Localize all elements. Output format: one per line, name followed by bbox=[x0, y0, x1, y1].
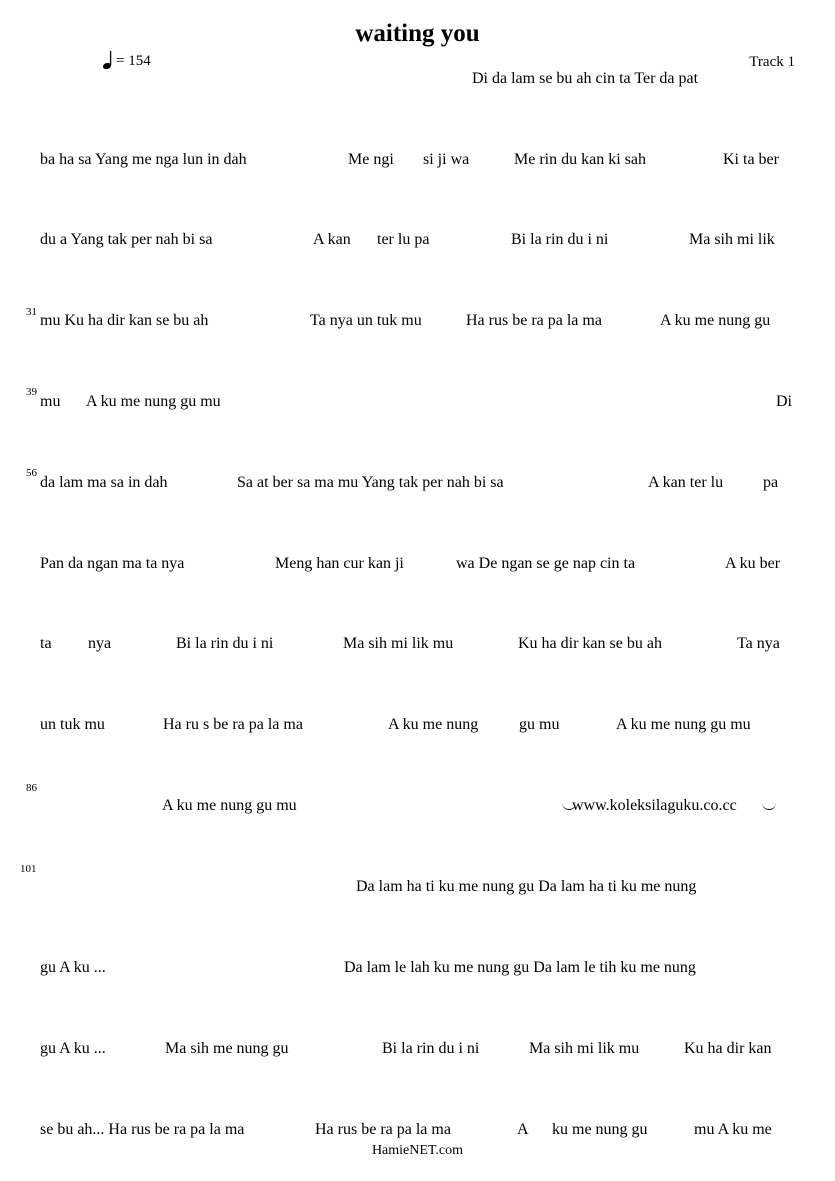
lyric-line bbox=[40, 151, 796, 171]
lyric-segment: un tuk mu bbox=[40, 716, 105, 733]
measure-number: 31 bbox=[26, 306, 37, 318]
measure-number: 56 bbox=[26, 467, 37, 479]
lyric-segment: Sa at ber sa ma mu Yang tak per nah bi sa bbox=[237, 474, 504, 491]
lyric-segment: ba ha sa Yang me nga lun in dah bbox=[40, 151, 247, 168]
lyric-segment: da lam ma sa in dah bbox=[40, 474, 168, 491]
lyric-segment: A ku me nung gu bbox=[660, 312, 771, 329]
lyric-segment: Me rin du kan ki sah bbox=[514, 151, 646, 168]
lyric-line bbox=[40, 1121, 796, 1141]
lyric-segment: Pan da ngan ma ta nya bbox=[40, 555, 185, 572]
measure-number: 39 bbox=[26, 386, 37, 398]
lyric-segment: A ku me nung gu mu bbox=[86, 393, 221, 410]
lyric-segment: Bi la rin du i ni bbox=[511, 231, 609, 248]
lyric-segment: Ki ta ber bbox=[723, 151, 779, 168]
lyric-segment: Ma sih mi lik mu bbox=[529, 1040, 640, 1057]
lyric-segment: mu A ku me bbox=[694, 1121, 772, 1138]
lyric-segment: A ku me nung bbox=[388, 716, 479, 733]
lyric-segment: Di bbox=[776, 393, 792, 410]
lyric-segment: gu mu bbox=[519, 716, 560, 733]
lyric-segment: gu A ku ... bbox=[40, 959, 106, 976]
lyric-segment: Me ngi bbox=[348, 151, 394, 168]
lyric-segment: Ha rus be ra pa la ma bbox=[315, 1121, 451, 1138]
lyric-line bbox=[40, 555, 796, 575]
lyric-segment: A ku me nung gu mu bbox=[162, 797, 297, 814]
measure-number: 86 bbox=[26, 782, 37, 794]
tempo-marking bbox=[102, 50, 151, 70]
lyric-segment: Da lam ha ti ku me nung gu Da lam ha ti ku me nung bbox=[356, 878, 697, 895]
tie-mark bbox=[762, 803, 776, 810]
lyric-segment: Ma sih me nung gu bbox=[165, 1040, 289, 1057]
lyric-segment: Bi la rin du i ni bbox=[382, 1040, 480, 1057]
lyric-segment: mu bbox=[40, 393, 61, 410]
lyric-line bbox=[40, 312, 796, 332]
lyric-segment: si ji wa bbox=[423, 151, 470, 168]
lyric-segment: Di da lam se bu ah cin ta Ter da pat bbox=[472, 70, 699, 87]
lyric-segment: Meng han cur kan ji bbox=[275, 555, 404, 572]
lyric-segment: A ku ber bbox=[725, 555, 781, 572]
lyric-segment: Ku ha dir kan se bu ah bbox=[518, 635, 662, 652]
lyric-segment: pa bbox=[763, 474, 779, 491]
website-credit: www.koleksilaguku.co.cc bbox=[572, 797, 737, 814]
lyric-segment: se bu ah... Ha rus be ra pa la ma bbox=[40, 1121, 245, 1138]
lyric-segment: A kan ter lu bbox=[648, 474, 724, 491]
lyric-segment: wa De ngan se ge nap cin ta bbox=[456, 555, 636, 572]
lyric-segment: du a Yang tak per nah bi sa bbox=[40, 231, 213, 248]
lyric-segment: nya bbox=[88, 635, 112, 652]
lyric-line bbox=[40, 716, 796, 736]
lyric-segment: ku me nung gu bbox=[552, 1121, 648, 1138]
lyric-line bbox=[40, 635, 796, 655]
lyric-segment: Da lam le lah ku me nung gu Da lam le tih ku me nung bbox=[344, 959, 696, 976]
lyric-line bbox=[40, 959, 796, 979]
measure-number: 101 bbox=[20, 863, 37, 875]
lyric-line bbox=[40, 797, 796, 817]
lyric-line bbox=[40, 1040, 796, 1060]
lyric-line bbox=[40, 393, 796, 413]
lyric-segment: A kan bbox=[313, 231, 351, 248]
lyric-segment: A ku me nung gu mu bbox=[616, 716, 751, 733]
lyric-line bbox=[40, 474, 796, 494]
lyric-line bbox=[40, 70, 796, 90]
song-title: waiting you bbox=[355, 20, 480, 47]
lyric-segment: Ha ru s be ra pa la ma bbox=[163, 716, 303, 733]
lyric-segment: ta bbox=[40, 635, 52, 652]
quarter-note-icon bbox=[102, 50, 114, 70]
lyric-segment: Ma sih mi lik mu bbox=[343, 635, 454, 652]
lyric-segment: Ta nya un tuk mu bbox=[310, 312, 422, 329]
lyric-segment: mu Ku ha dir kan se bu ah bbox=[40, 312, 209, 329]
footer-credit: HamieNET.com bbox=[371, 1143, 464, 1158]
lyric-segment: Ta nya bbox=[737, 635, 780, 652]
tempo-value: = 154 bbox=[116, 53, 151, 69]
lyric-segment: gu A ku ... bbox=[40, 1040, 106, 1057]
lyric-line bbox=[40, 231, 796, 251]
lyric-line bbox=[40, 878, 796, 898]
lyric-segment: Bi la rin du i ni bbox=[176, 635, 274, 652]
lyric-segment: Ku ha dir kan bbox=[684, 1040, 772, 1057]
lyric-segment: A bbox=[517, 1121, 529, 1138]
lyric-segment: ter lu pa bbox=[377, 231, 430, 248]
lyric-segment: Ha rus be ra pa la ma bbox=[466, 312, 602, 329]
track-label: Track 1 bbox=[749, 54, 795, 70]
lyric-segment: Ma sih mi lik bbox=[689, 231, 775, 248]
